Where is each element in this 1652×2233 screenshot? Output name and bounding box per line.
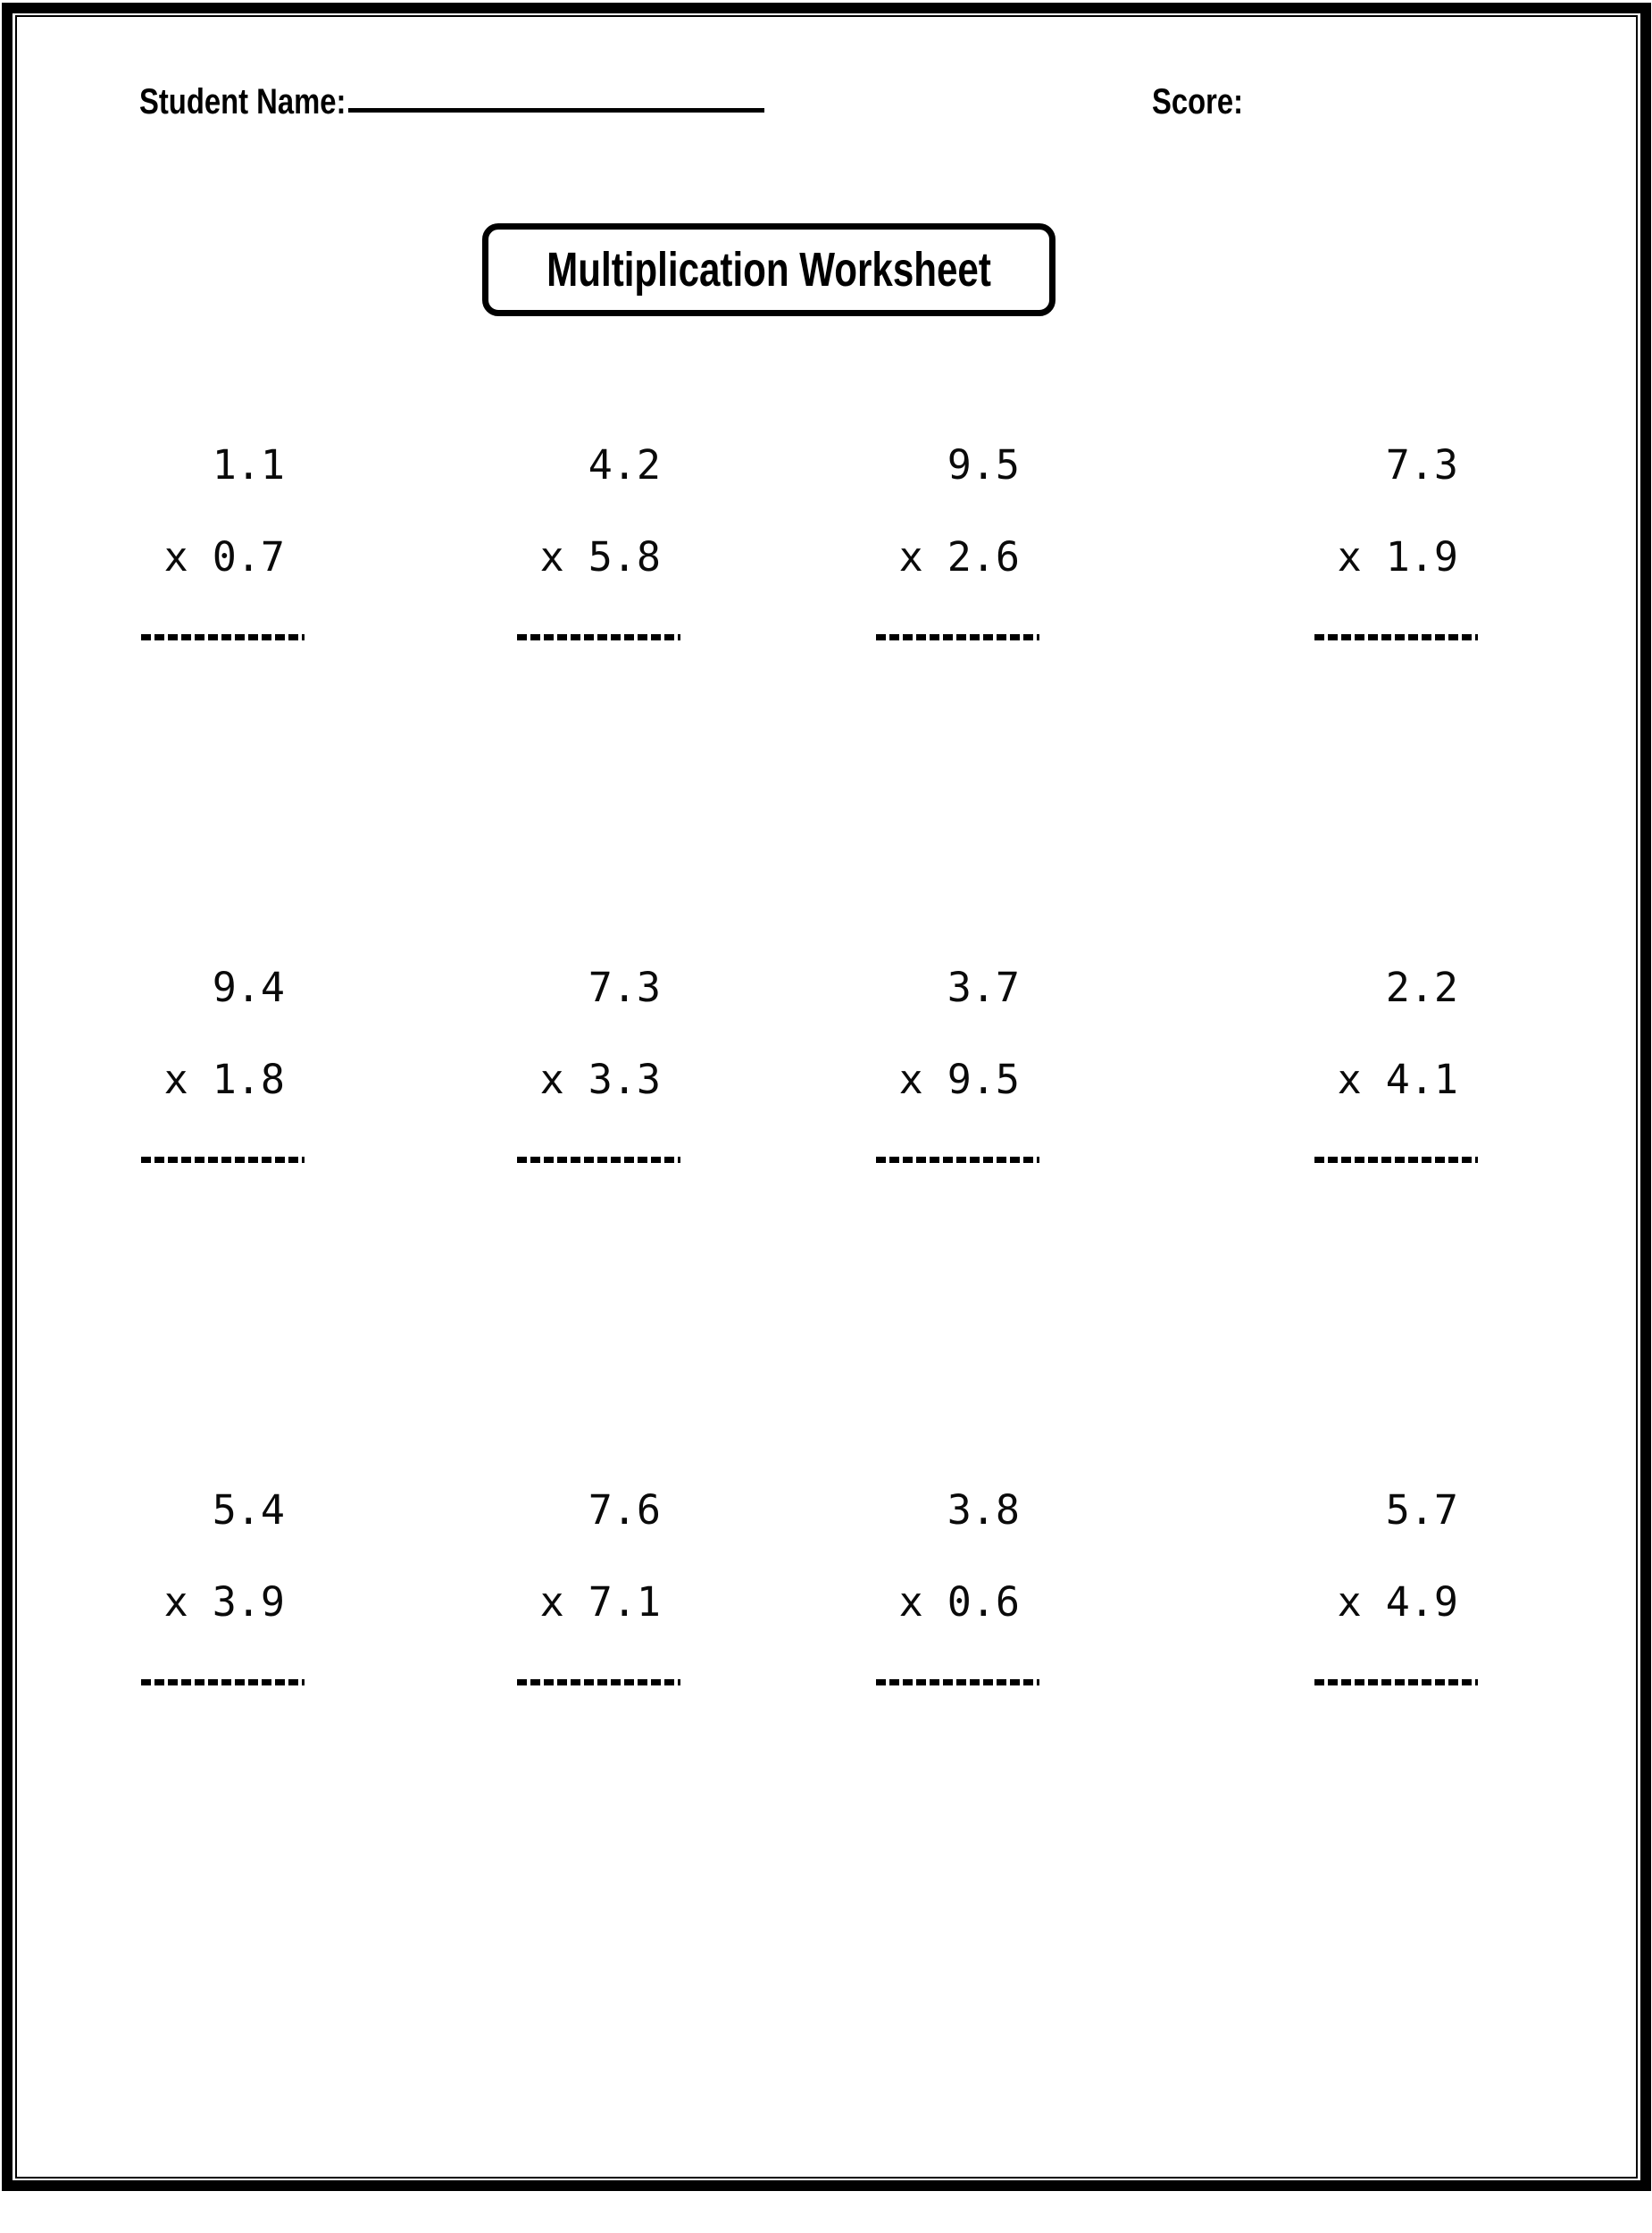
problem-5-multiplier: 1.8 [212, 1056, 285, 1103]
problem-3-operator: x [898, 533, 923, 581]
problem-9-operator: x [163, 1578, 188, 1626]
problem-5-answer-line[interactable] [141, 1157, 305, 1163]
problem-6-answer-line[interactable] [517, 1157, 680, 1163]
problem-7-operator: x [898, 1056, 923, 1103]
problem-8-operator: x [1337, 1056, 1362, 1103]
problem-6-operator: x [539, 1056, 564, 1103]
problem-6-multiplier-row [539, 1056, 661, 1103]
problem-4-operator: x [1337, 533, 1362, 581]
problem-3 [876, 441, 1039, 643]
problem-4-answer-line[interactable] [1314, 634, 1478, 640]
problem-2-answer-line[interactable] [517, 634, 680, 640]
problem-9-multiplier: 3.9 [212, 1578, 285, 1626]
problem-7-multiplier: 9.5 [947, 1056, 1020, 1103]
problem-9 [141, 1486, 305, 1688]
problem-3-answer-line[interactable] [876, 634, 1039, 640]
problem-8-answer-line[interactable] [1314, 1157, 1478, 1163]
problem-3-multiplicand: 9.5 [947, 441, 1020, 489]
problem-10 [517, 1486, 680, 1688]
problem-4 [1314, 441, 1478, 643]
student-name-label-text: Student Name: [139, 82, 346, 121]
problem-12-multiplicand: 5.7 [1385, 1486, 1458, 1534]
problem-9-multiplier-row [163, 1578, 285, 1626]
problem-4-multiplier: 1.9 [1385, 533, 1458, 581]
problem-7 [876, 964, 1039, 1166]
problem-10-multiplicand: 7.6 [588, 1486, 661, 1534]
problem-5 [141, 964, 305, 1166]
problem-12-multiplier-row [1337, 1578, 1458, 1626]
problem-12-multiplier: 4.9 [1385, 1578, 1458, 1626]
problem-12-answer-line[interactable] [1314, 1679, 1478, 1685]
problem-12-operator: x [1337, 1578, 1362, 1626]
problem-9-answer-line[interactable] [141, 1679, 305, 1685]
problem-10-multiplier-row [539, 1578, 661, 1626]
problem-2-operator: x [539, 533, 564, 581]
problem-1-answer-line[interactable] [141, 634, 305, 640]
worksheet-title: Multiplication Worksheet [546, 243, 991, 297]
problem-10-answer-line[interactable] [517, 1679, 680, 1685]
problem-11-multiplicand: 3.8 [947, 1486, 1020, 1534]
problem-3-multiplier: 2.6 [947, 533, 1020, 581]
problem-4-multiplicand: 7.3 [1385, 441, 1458, 489]
worksheet-title-box [482, 223, 1055, 316]
student-name-line[interactable] [348, 108, 764, 113]
problem-7-multiplicand: 3.7 [947, 964, 1020, 1011]
problem-9-multiplicand: 5.4 [212, 1486, 285, 1534]
problem-6-multiplicand: 7.3 [588, 964, 661, 1011]
problem-1-multiplier-row [163, 533, 285, 581]
problem-3-multiplier-row [898, 533, 1020, 581]
score-label-text: Score: [1152, 82, 1244, 121]
score-label [1152, 80, 1264, 123]
problem-8-multiplicand: 2.2 [1385, 964, 1458, 1011]
problem-7-answer-line[interactable] [876, 1157, 1039, 1163]
problem-6-multiplier: 3.3 [588, 1056, 661, 1103]
problem-2 [517, 441, 680, 643]
problem-5-multiplicand: 9.4 [212, 964, 285, 1011]
problem-1-operator: x [163, 533, 188, 581]
problem-8 [1314, 964, 1478, 1166]
problem-2-multiplicand: 4.2 [588, 441, 661, 489]
problem-6 [517, 964, 680, 1166]
problem-1-multiplier: 0.7 [212, 533, 285, 581]
problem-11-multiplier-row [898, 1578, 1020, 1626]
problem-8-multiplier: 4.1 [1385, 1056, 1458, 1103]
problem-10-operator: x [539, 1578, 564, 1626]
problem-1 [141, 441, 305, 643]
problem-5-operator: x [163, 1056, 188, 1103]
problem-2-multiplier-row [539, 533, 661, 581]
problem-8-multiplier-row [1337, 1056, 1458, 1103]
problem-12 [1314, 1486, 1478, 1688]
problem-11-operator: x [898, 1578, 923, 1626]
problem-11-multiplier: 0.6 [947, 1578, 1020, 1626]
problem-2-multiplier: 5.8 [588, 533, 661, 581]
problem-11 [876, 1486, 1039, 1688]
problem-5-multiplier-row [163, 1056, 285, 1103]
problem-4-multiplier-row [1337, 533, 1458, 581]
problem-10-multiplier: 7.1 [588, 1578, 661, 1626]
problem-7-multiplier-row [898, 1056, 1020, 1103]
problem-1-multiplicand: 1.1 [212, 441, 285, 489]
student-name-label [139, 80, 391, 123]
problem-11-answer-line[interactable] [876, 1679, 1039, 1685]
